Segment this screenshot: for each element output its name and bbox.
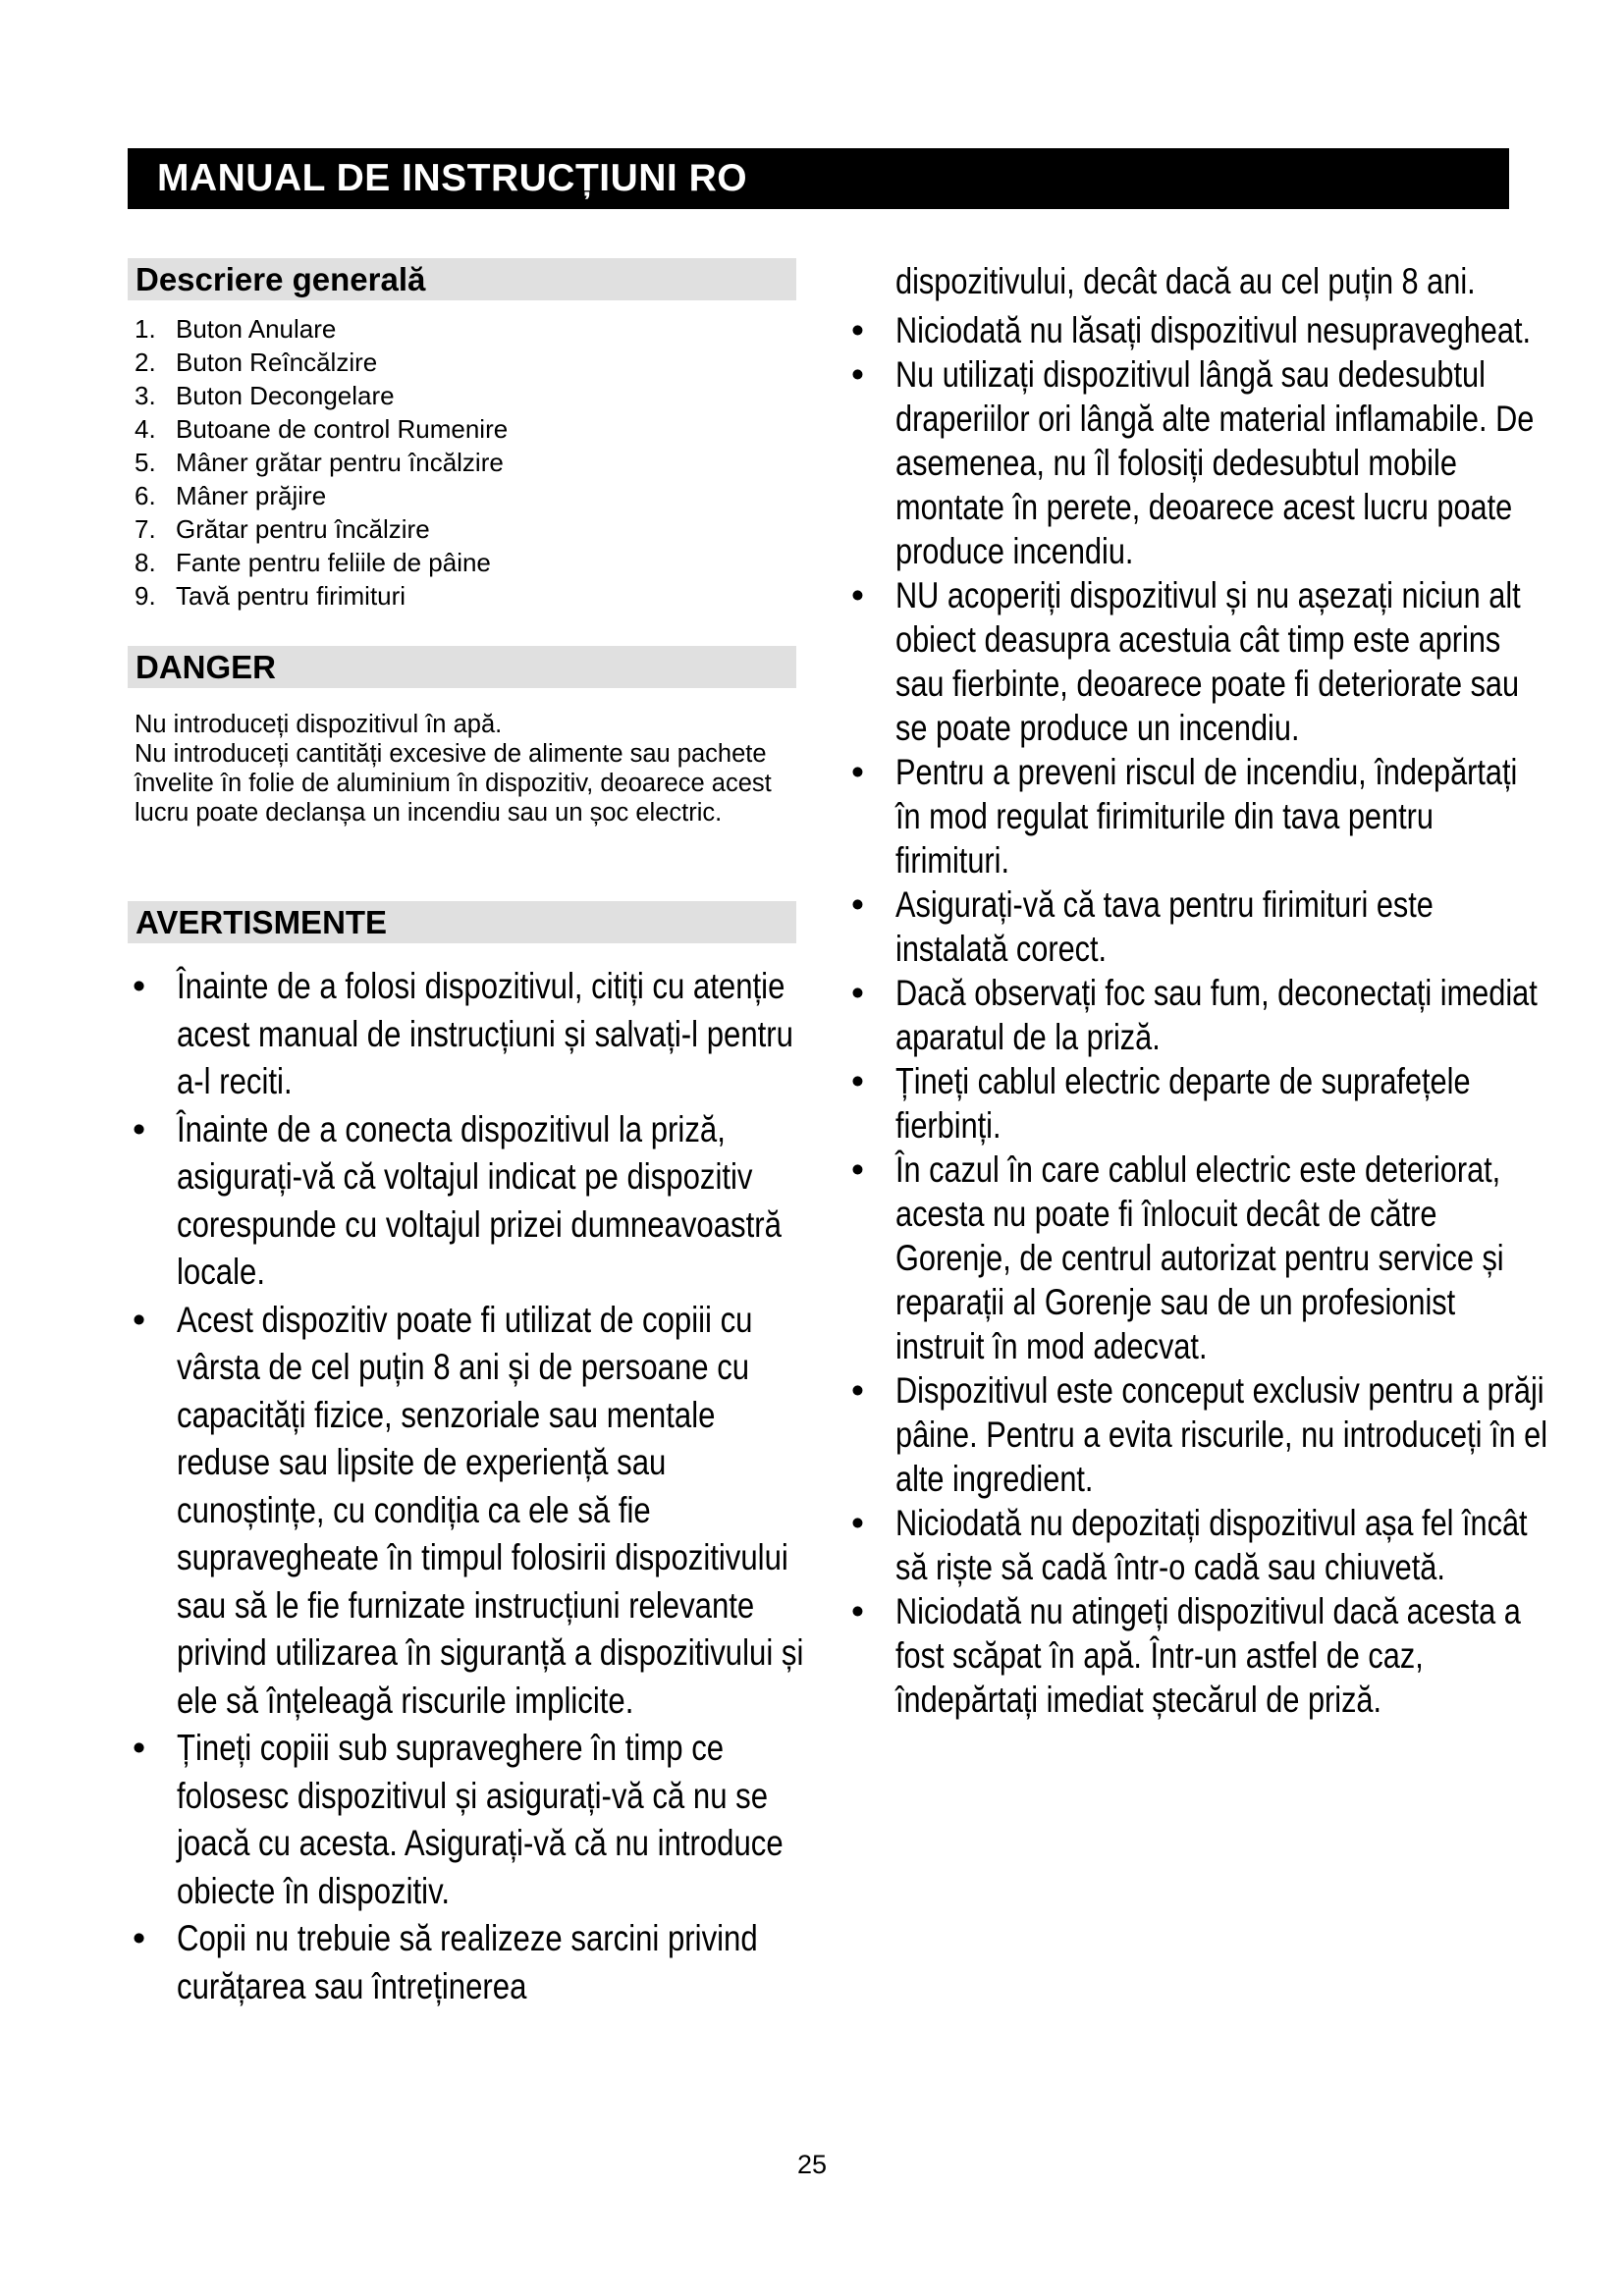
list-item: • Înainte de a folosi dispozitivul, citiți cu atenție acest manual de instrucțiuni și salvați-l pentru a-l reciti.: [128, 962, 815, 1105]
list-item: • Copii nu trebuie să realizeze sarcini privind curățarea sau întreținerea: [128, 1914, 815, 2009]
warnings-continuation: dispozitivului, decât dacă au cel puțin 8 ani.: [895, 261, 1476, 301]
list-item: • NU acoperiți dispozitivul și nu așezați niciun alt obiect deasupra acestuia cât timp este aprins sau fierbinte, deoarece poate fi deteriorate sau se poate produce un incendiu.: [846, 573, 1553, 750]
list-item: • Înainte de a conecta dispozitivul la priză, asigurați-vă că voltajul indicat pe dispozitiv corespunde cu voltajul prizei dumneavoastră locale.: [128, 1105, 815, 1296]
warnings-list-right: [846, 308, 1553, 1722]
danger-line-1: Nu introduceți dispozitivul în apă.: [135, 711, 503, 738]
list-item: 3. Buton Decongelare: [135, 381, 395, 410]
list-item: 6. Mâner prăjire: [135, 481, 327, 510]
list-item: • Nu utilizați dispozitivul lângă sau dedesubtul draperiilor ori lângă alte material inflamabile. De asemenea, nu îl folosiți dedesubtul mobile montate în perete, deoarece acest lucru poate produce incendiu.: [846, 352, 1553, 573]
section-title-general: Descriere generală: [128, 258, 796, 300]
list-item: 1. Buton Anulare: [135, 314, 337, 344]
header-title: MANUAL DE INSTRUCȚIUNI RO: [128, 148, 1509, 209]
list-item: • Țineți copiii sub supraveghere în timp ce folosesc dispozitivul și asigurați-vă că nu se joacă cu acesta. Asigurați-vă că nu introduce obiecte în dispozitiv.: [128, 1724, 815, 1914]
list-item: 5. Mâner grătar pentru încălzire: [135, 448, 504, 477]
list-item: 8. Fante pentru feliile de pâine: [135, 548, 491, 577]
list-item: • Pentru a preveni riscul de incendiu, îndepărtați în mod regulat firimiturile din tava pentru firimituri.: [846, 750, 1553, 882]
list-item: • Asigurați-vă că tava pentru firimituri este instalată corect.: [846, 882, 1553, 971]
list-item: 9. Tavă pentru firimituri: [135, 581, 406, 611]
danger-text: [135, 710, 802, 828]
list-item: • Țineți cablul electric departe de suprafețele fierbinți.: [846, 1059, 1553, 1148]
list-item: • Niciodată nu atingeți dispozitivul dacă acesta a fost scăpat în apă. Într-un astfel de caz, îndepărtați imediat ștecărul de priză.: [846, 1589, 1553, 1722]
list-item: • Dacă observați foc sau fum, deconectați imediat aparatul de la priză.: [846, 971, 1553, 1059]
list-item: • Niciodată nu depozitați dispozitivul așa fel încât să riște să cadă într-o cadă sau chiuvetă.: [846, 1501, 1553, 1589]
list-item: • În cazul în care cablul electric este deteriorat, acesta nu poate fi înlocuit decât de către Gorenje, de centrul autorizat pentru service și reparații al Gorenje sau de un profesionist instruit în mod adecvat.: [846, 1148, 1553, 1368]
list-item: 2. Buton Reîncălzire: [135, 347, 378, 377]
section-title-warnings: AVERTISMENTE: [128, 901, 796, 943]
list-item: • Dispozitivul este conceput exclusiv pentru a prăji pâine. Pentru a evita riscurile, nu introduceți în el alte ingredient.: [846, 1368, 1553, 1501]
list-item: • Niciodată nu lăsați dispozitivul nesupravegheat.: [846, 308, 1553, 352]
section-title-danger: DANGER: [128, 646, 796, 688]
danger-line-2: Nu introduceți cantități excesive de alimente sau pachete învelite în folie de aluminium în dispozitiv, deoarece acest lucru poate declanșa un incendiu sau un șoc electric.: [135, 740, 772, 827]
parts-list: [135, 312, 508, 613]
list-item: 7. Grătar pentru încălzire: [135, 514, 430, 544]
warnings-list-left: [128, 962, 815, 2009]
page-number: 25: [796, 2150, 828, 2179]
list-item: • Acest dispozitiv poate fi utilizat de copiii cu vârsta de cel puțin 8 ani și de persoane cu capacități fizice, senzoriale sau mentale reduse sau lipsite de experiență sau cunoștințe, cu condiția ca ele să fie supravegheate în timpul folosirii dispozitivului sau să le fie furnizate instrucțiuni relevante privind utilizarea în siguranță a dispozitivului și ele să înțeleagă riscurile implicite.: [128, 1296, 815, 1725]
list-item: 4. Butoane de control Rumenire: [135, 414, 509, 444]
